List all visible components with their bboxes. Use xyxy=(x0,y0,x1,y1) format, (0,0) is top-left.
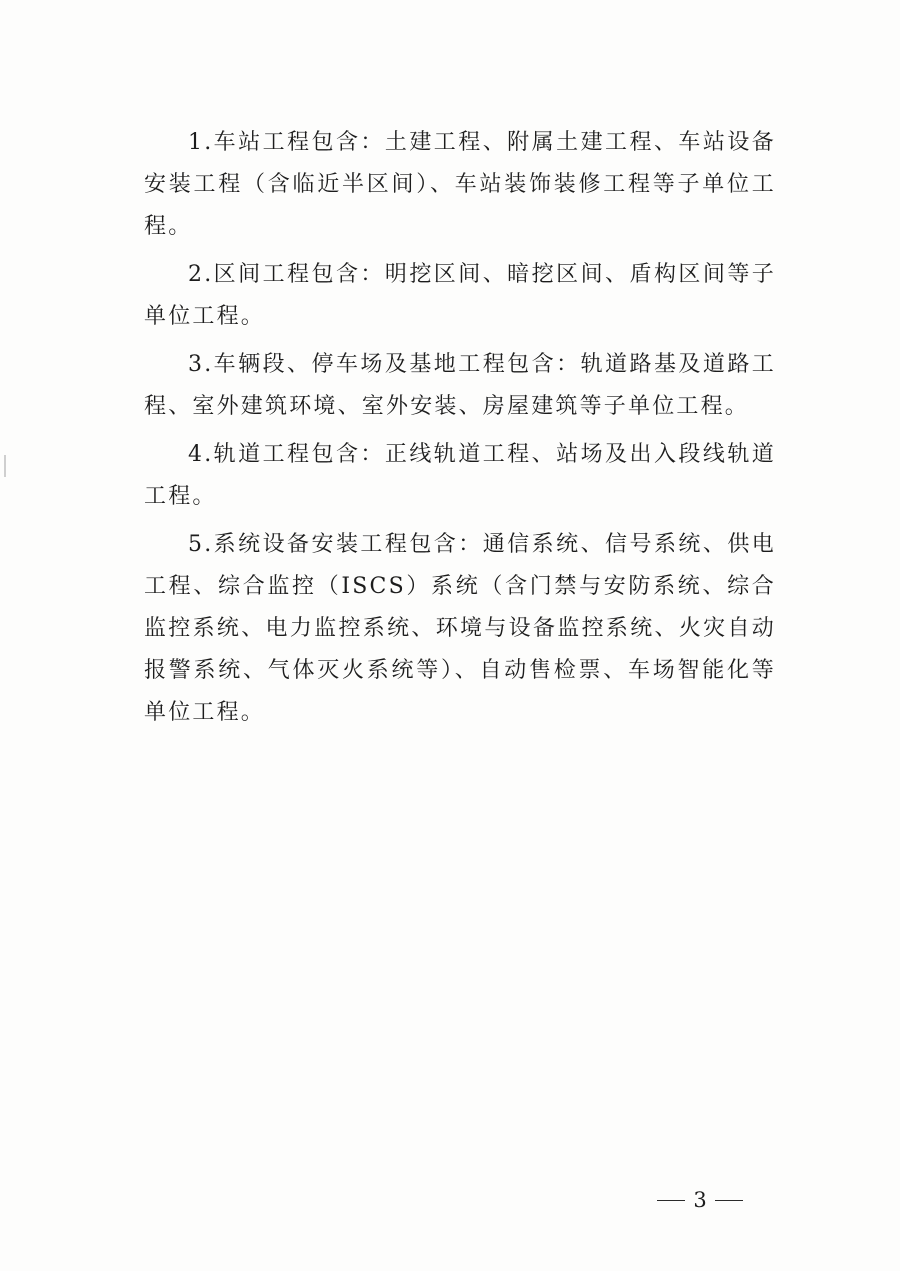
page-number-value: 3 xyxy=(693,1188,707,1212)
paragraph-station-works: 1.车站工程包含：土建工程、附属土建工程、车站设备安装工程（含临近半区间）、车站装饰装修工程等子单位工程。 xyxy=(144,130,776,239)
scan-edge-mark xyxy=(4,455,6,477)
body-text xyxy=(144,122,776,740)
page-number xyxy=(650,1188,750,1212)
paragraph-depot-works: 3.车辆段、停车场及基地工程包含：轨道路基及道路工程、室外建筑环境、室外安装、房屋建筑等子单位工程。 xyxy=(144,352,776,419)
page-number-left-dash xyxy=(657,1200,685,1201)
paragraph-system-equipment-works: 5.系统设备安装工程包含：通信系统、信号系统、供电工程、综合监控（ISCS）系统（含门禁与安防系统、综合监控系统、电力监控系统、环境与设备监控系统、火灾自动报警系统、气体灭火系统等）、自动售检票、车场智能化等单位工程。 xyxy=(144,532,776,725)
paragraph-track-works: 4.轨道工程包含：正线轨道工程、站场及出入段线轨道工程。 xyxy=(144,442,776,509)
paragraph-section-works: 2.区间工程包含：明挖区间、暗挖区间、盾构区间等子单位工程。 xyxy=(144,262,776,329)
page-number-right-dash xyxy=(715,1200,743,1201)
